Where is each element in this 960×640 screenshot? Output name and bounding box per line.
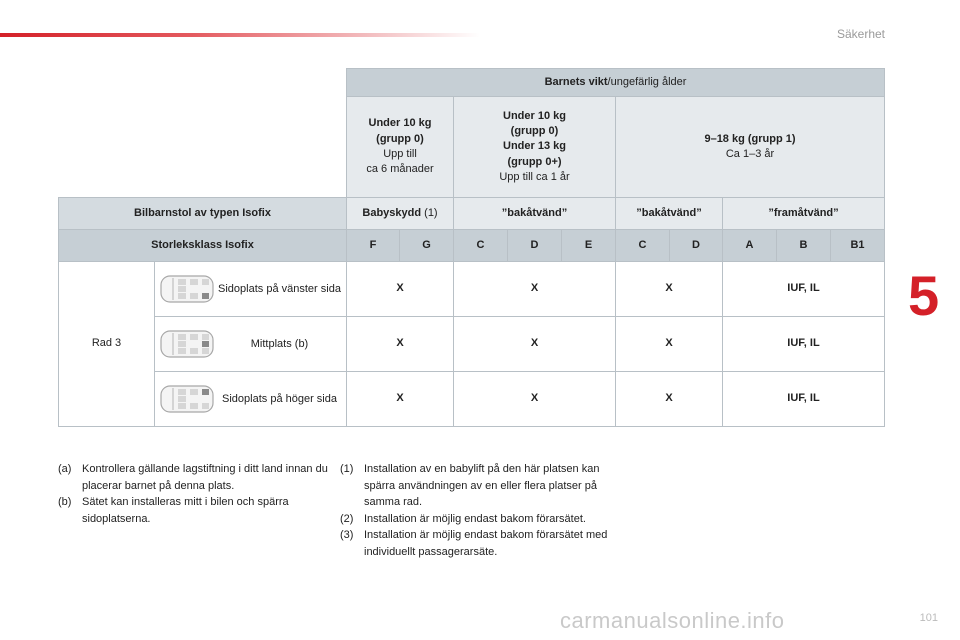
seat-right: Sidoplats på höger sida [155, 372, 347, 427]
seat-left: Sidoplats på vänster sida [155, 262, 347, 317]
row-label: Rad 3 [59, 262, 155, 427]
section-title: Säkerhet [836, 27, 885, 41]
footnotes-right [340, 461, 610, 560]
footnote: (2) Installation är möjlig endast bakom förarsätet. [340, 512, 586, 525]
weight-header: Barnets vikt/ungefärlig ålder [347, 69, 885, 97]
type-rearward-2: ”bakåtvänd” [616, 198, 723, 230]
size-class: B [777, 230, 831, 262]
type-babyskydd: Babyskydd (1) [347, 198, 454, 230]
size-class: E [562, 230, 616, 262]
size-class: D [670, 230, 723, 262]
seat-type-label: Bilbarnstol av typen Isofix [59, 198, 347, 230]
chapter-number: 5 [908, 264, 940, 327]
table-row: Rad 3 Sidoplats på vänster sida X X X IUF, IL [59, 262, 885, 317]
size-class: D [508, 230, 562, 262]
type-rearward-1: ”bakåtvänd” [454, 198, 616, 230]
size-class: F [347, 230, 400, 262]
car-seat-left-icon [159, 273, 217, 305]
footnote: (3) Installation är möjlig endast bakom förarsätet med individuellt passagerarsäte. [340, 529, 608, 558]
seat-center: Mittplats (b) [155, 317, 347, 372]
weight-group-0: Under 10 kg (grupp 0) Upp till ca 6 månader [347, 97, 454, 198]
isofix-table [58, 68, 885, 427]
footnote: (1) Installation av en babylift på den här platsen kan spärra användningen av en eller flera platser på samma rad. [340, 463, 600, 508]
size-class-label: Storleksklass Isofix [59, 230, 347, 262]
size-class: C [454, 230, 508, 262]
size-class-row [59, 230, 885, 262]
weight-group-1: 9–18 kg (grupp 1) Ca 1–3 år [616, 97, 885, 198]
weight-group-0-plus: Under 10 kg (grupp 0) Under 13 kg (grupp 0+) Upp till ca 1 år [454, 97, 616, 198]
car-seat-right-icon [159, 383, 217, 415]
size-class: C [616, 230, 670, 262]
section-accent-bar [0, 33, 480, 37]
footnote: (b) Sätet kan installeras mitt i bilen och spärra sidoplatserna. [58, 496, 289, 525]
table-row: Sidoplats på höger sida X X X IUF, IL [59, 372, 885, 427]
size-class: G [400, 230, 454, 262]
page-number: 101 [919, 612, 938, 624]
table-row: Mittplats (b) X X X IUF, IL [59, 317, 885, 372]
size-class: B1 [831, 230, 885, 262]
footnotes-left [58, 461, 328, 527]
footnote: (a) Kontrollera gällande lagstiftning i ditt land innan du placerar barnet på denna plats. [58, 463, 328, 492]
car-seat-center-icon [159, 328, 217, 360]
size-class: A [723, 230, 777, 262]
watermark: carmanualsonline.info [560, 608, 785, 633]
type-forward: ”framåtvänd” [723, 198, 885, 230]
